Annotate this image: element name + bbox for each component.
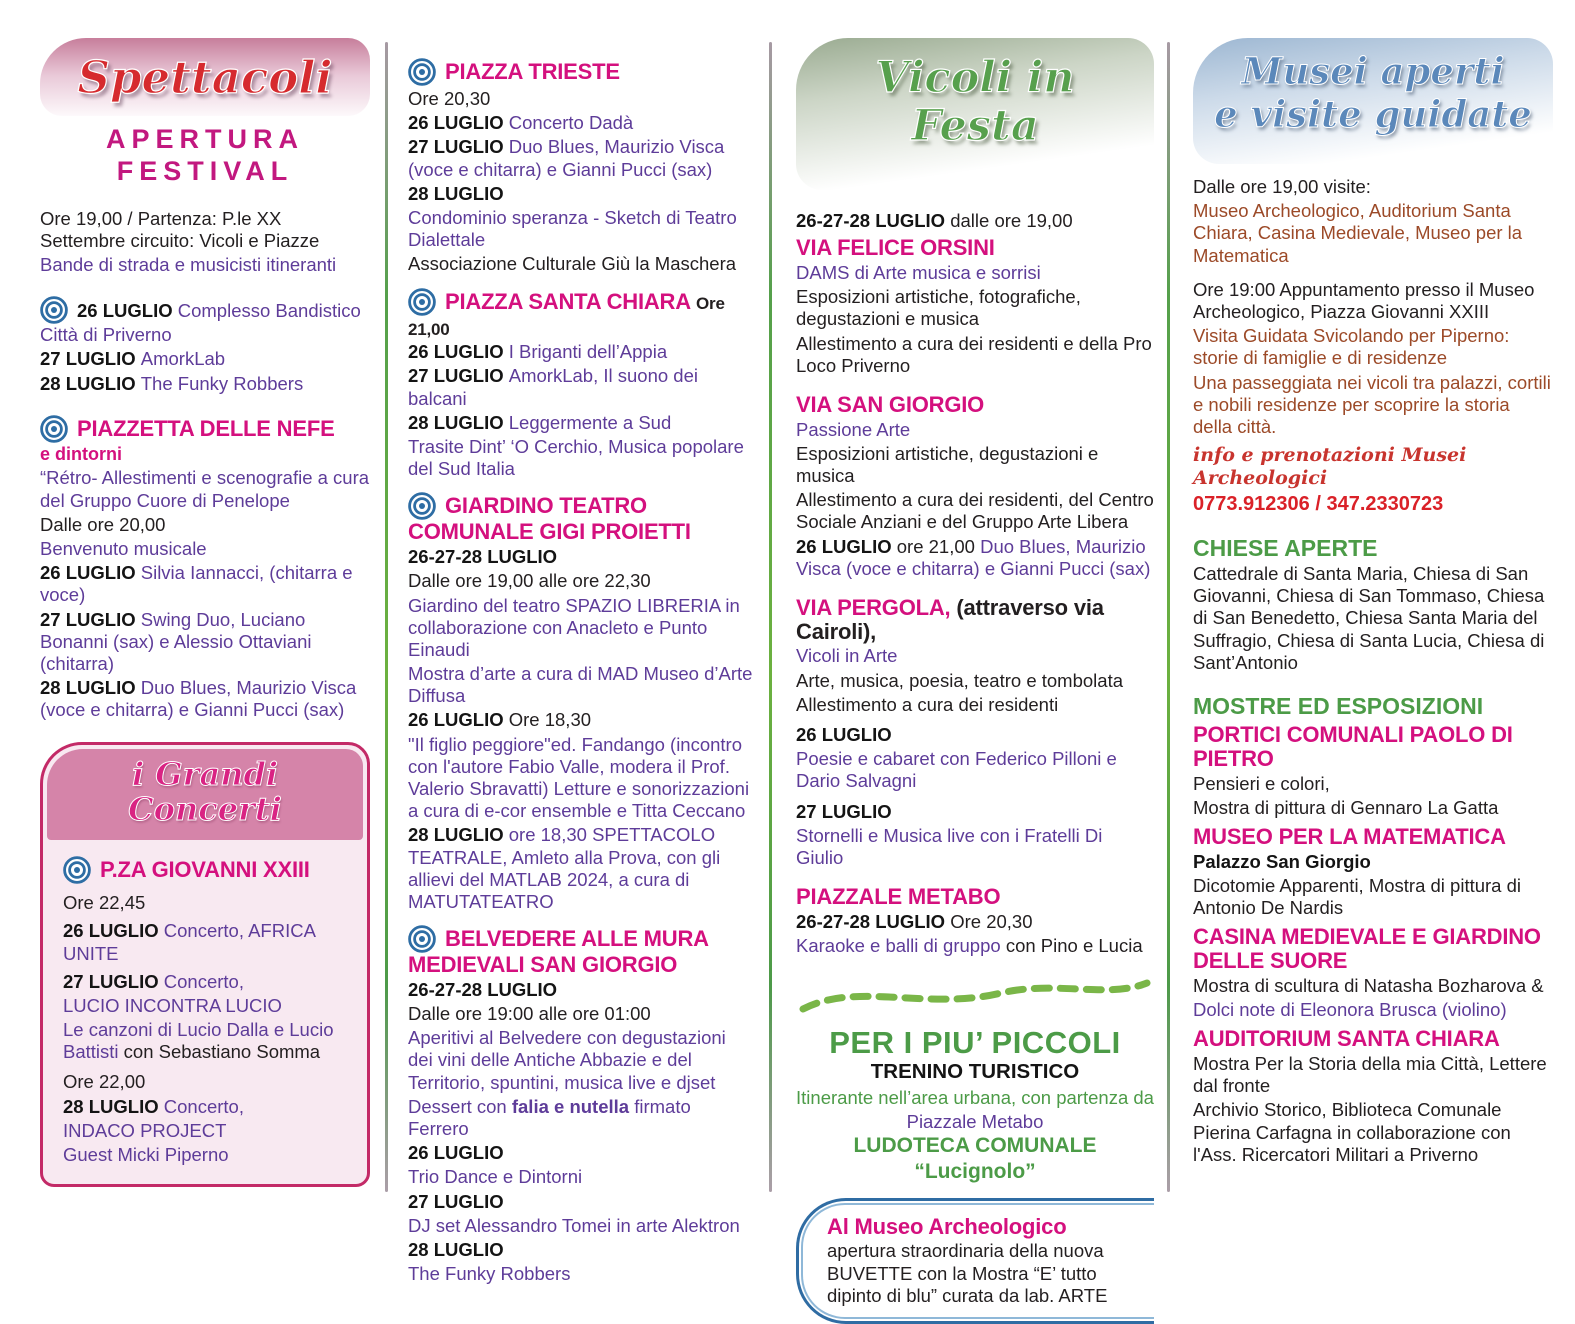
text-seg: falia e nutella	[511, 1095, 630, 1117]
text-line	[408, 365, 755, 409]
text-seg: con Sebastiano Somma	[123, 1041, 321, 1063]
text-seg: Trasite Dint’ ‘O Cerchio, Musica popolare del Sud Italia	[408, 436, 744, 480]
text-line	[796, 694, 1154, 716]
text-seg: 28 LUGLIO	[63, 1095, 164, 1117]
text-seg: APERTURA	[105, 124, 304, 154]
text-line	[40, 609, 370, 676]
text-seg: (attraverso via Cairoli),	[796, 594, 1104, 644]
text-line	[408, 253, 755, 275]
text-seg: Al Museo Archeologico	[827, 1213, 1067, 1239]
text-seg: Dolci note di Eleonora Brusca (violino)	[1193, 999, 1507, 1021]
text-seg: Complesso Bandistico Città di Priverno	[40, 300, 361, 346]
text-line	[63, 995, 353, 1017]
text-line	[408, 1215, 755, 1237]
text-line	[1193, 325, 1553, 369]
text-seg: Visita Guidata Svicolando per Piperno: storie di famiglie e di residenze	[1193, 325, 1510, 369]
text-seg: Duo Blues, Maurizio Visca (voce e chitarra) e Gianni Pucci (sax)	[796, 535, 1151, 579]
text-seg: Aperitivi al Belvedere con degustazioni dei vini delle Antiche Abbazie e del Territorio, spuntini, musica live e djset	[408, 1027, 726, 1093]
text-line	[796, 801, 1154, 823]
text-line	[796, 489, 1154, 533]
apertura-festival-title	[40, 156, 370, 188]
section-title-museo-matematica	[1193, 825, 1553, 849]
text-seg: Concerto, AFRICA UNITE	[63, 920, 315, 964]
text-seg: Duo Blues, Maurizio Visca (voce e chitarra) e Gianni Pucci (sax)	[408, 136, 725, 180]
text-seg: con Pino e Lucia	[1005, 935, 1143, 957]
grandi-concerti-box	[40, 742, 370, 1188]
text-line	[796, 443, 1154, 487]
text-line	[408, 1191, 755, 1213]
vicoli-banner-line2: Festa	[911, 101, 1039, 152]
text-line	[63, 971, 353, 993]
text-line	[40, 514, 370, 536]
text-seg: I Briganti dell’Appia	[508, 341, 668, 363]
text-seg: Ore 22,00	[63, 1071, 146, 1093]
text-line	[63, 920, 353, 964]
text-seg: AmorkLab	[140, 348, 226, 370]
text-line	[40, 296, 370, 346]
museo-archeologico-box	[796, 1198, 1154, 1324]
text-seg: Dalle ore 20,00	[40, 513, 166, 535]
target-icon	[40, 296, 68, 324]
piazze-content	[408, 58, 755, 1285]
text-seg: Karaoke e balli di gruppo	[796, 935, 1006, 957]
text-seg: Ore 20,30	[408, 88, 491, 109]
column-divider	[385, 42, 388, 1192]
target-icon	[408, 925, 436, 953]
apertura-festival-title	[40, 124, 370, 156]
text-seg: Dalle ore 19,00 alle ore 22,30	[408, 570, 651, 592]
text-seg: Ore 22,45	[63, 892, 146, 914]
text-seg: 26 LUGLIO	[408, 709, 509, 731]
text-seg: Giardino del teatro SPAZIO LIBRERIA in collaborazione con Anacleto e Punto Einaudi	[408, 594, 740, 660]
section-title-via-pergola	[796, 596, 1154, 644]
column-vicoli-in-festa	[796, 38, 1154, 1324]
text-line	[1193, 875, 1553, 919]
text-line	[408, 1003, 755, 1025]
text-seg: Associazione Culturale Giù la Maschera	[408, 253, 737, 275]
text-line	[408, 112, 755, 134]
text-seg: PORTICI COMUNALI PAOLO DI PIETRO	[1193, 722, 1513, 771]
text-line	[408, 663, 755, 707]
text-seg: VIA FELICE ORSINI	[796, 235, 995, 261]
text-line	[40, 373, 370, 395]
text-line	[63, 1096, 353, 1118]
text-line	[1193, 1099, 1553, 1166]
text-seg: 28 LUGLIO	[40, 372, 141, 394]
text-seg: dalle ore 19,00	[950, 210, 1073, 231]
text-line	[796, 333, 1154, 377]
musei-banner-line1: Musei aperti	[1241, 49, 1505, 93]
section-title-piazza-trieste	[408, 58, 755, 86]
text-line	[1193, 975, 1553, 997]
text-seg: Stornelli e Musica live con i Fratelli Di Giulio	[796, 824, 1103, 868]
text-seg: 26 LUGLIO	[40, 562, 141, 584]
musei-content	[1193, 176, 1553, 1166]
text-seg: VIA SAN GIORGIO	[796, 391, 985, 417]
text-line	[796, 1111, 1154, 1133]
text-line	[408, 436, 755, 480]
text-seg: Guest Micki Piperno	[63, 1144, 229, 1166]
section-title-via-felice-orsini	[796, 236, 1154, 260]
text-seg: Una passeggiata nei vicoli tra palazzi, cortili e nobili residenze per scoprire la storia della città.	[1193, 371, 1551, 437]
text-seg: CASINA MEDIEVALE E GIARDINO DELLE SUORE	[1193, 924, 1541, 974]
text-seg: Poesie e cabaret con Federico Pilloni e Dario Salvagni	[796, 748, 1117, 792]
text-seg: 26 LUGLIO	[796, 535, 897, 557]
text-seg: Mostra Per la Storia della mia Città, Lettere dal fronte	[1193, 1053, 1547, 1097]
target-icon	[408, 492, 436, 520]
text-seg: 26-27-28 LUGLIO	[408, 546, 558, 568]
text-seg: AmorkLab, Il suono dei balcani	[408, 365, 698, 409]
text-seg: 26 LUGLIO	[77, 300, 178, 322]
text-line	[796, 536, 1154, 580]
text-line	[408, 1027, 755, 1094]
text-line	[1193, 279, 1553, 323]
section-title-piazzetta-delle-nefe	[40, 415, 370, 443]
text-line	[1193, 176, 1553, 198]
section-title-chiese-aperte	[1193, 536, 1553, 561]
per-i-piu-piccoli-title	[796, 1026, 1154, 1060]
section-title-belvedere	[408, 925, 755, 977]
text-seg: Ore 19:00 Appuntamento presso il Museo Archeologico, Piazza Giovanni XXIII	[1193, 278, 1535, 322]
target-icon	[408, 58, 436, 86]
section-title-pza-giovanni-xxiii	[63, 856, 353, 884]
text-line	[408, 1239, 755, 1261]
text-seg: 27 LUGLIO	[63, 970, 164, 992]
text-seg: Dalle ore 19:00 alle ore 01:00	[408, 1003, 651, 1025]
section-title-via-san-giorgio	[796, 393, 1154, 417]
text-seg: "Il figlio peggiore"ed. Fandango (incontro con l'autore Fabio Valle, modera il Prof. Valerio Sbravatti) Letture e sonorizzazioni a cura di e-cor ensemble e Titta Ceccano	[408, 733, 750, 822]
text-seg: 28 LUGLIO	[408, 1238, 504, 1260]
text-seg: 26-27-28 LUGLIO	[796, 910, 951, 932]
al-museo-archeologico-title	[827, 1215, 1150, 1239]
text-line	[1193, 200, 1553, 267]
text-seg: Mostra di scultura di Natasha Bozharova &	[1193, 974, 1544, 996]
text-seg: 27 LUGLIO	[408, 136, 509, 158]
text-line	[1193, 1053, 1553, 1097]
text-seg: Allestimento a cura dei residenti	[796, 693, 1059, 715]
text-line	[796, 1060, 1154, 1085]
text-line	[63, 892, 353, 914]
spettacoli-content	[40, 124, 370, 1187]
text-seg: The Funky Robbers	[408, 1263, 571, 1285]
vicoli-content	[796, 210, 1154, 1324]
text-line	[827, 1240, 1150, 1307]
text-seg: 28 LUGLIO	[40, 677, 141, 699]
section-title-casina-medievale	[1193, 925, 1553, 973]
text-seg: FESTIVAL	[116, 155, 294, 186]
section-title-piazzale-metabo	[796, 885, 1154, 909]
text-line	[408, 207, 755, 251]
text-seg: Dessert con	[408, 1095, 512, 1117]
text-seg: 26 LUGLIO	[408, 112, 509, 134]
text-seg: 26 LUGLIO	[63, 920, 164, 942]
target-icon	[408, 288, 436, 316]
text-seg: 26 LUGLIO	[408, 341, 509, 363]
text-seg: Le canzoni di Lucio Dalla e Lucio Battisti	[63, 1019, 334, 1063]
text-seg: Leggermente a Sud	[508, 411, 672, 433]
text-seg: PIAZZALE METABO	[796, 884, 1001, 910]
section-title-giardino-teatro	[408, 492, 755, 544]
text-line	[40, 348, 370, 370]
text-line	[408, 570, 755, 592]
text-seg: Esposizioni artistiche, fotografiche, degustazioni e musica	[796, 286, 1081, 330]
text-seg: Dalle ore 19,00 visite:	[1193, 176, 1371, 197]
text-line	[1193, 999, 1553, 1021]
column-divider	[769, 42, 772, 1192]
text-line	[408, 341, 755, 363]
phone-numbers	[1193, 492, 1553, 516]
text-line	[796, 419, 1154, 441]
text-line	[408, 595, 755, 662]
text-line	[796, 645, 1154, 667]
text-seg: Vicoli in Arte	[796, 645, 898, 667]
text-seg: 28 LUGLIO	[408, 411, 509, 433]
text-seg: VIA PERGOLA,	[796, 594, 957, 620]
text-seg: 27 LUGLIO	[40, 608, 141, 630]
text-line	[796, 911, 1154, 933]
column-spettacoli	[40, 38, 370, 1187]
text-line	[40, 467, 370, 511]
text-line	[63, 1120, 353, 1142]
text-seg: apertura straordinaria della nuova BUVETTE con la Mostra “E’ tutto dipinto di blu” curata da lab. ARTE	[827, 1240, 1108, 1306]
text-seg: Esposizioni artistiche, degustazioni e musica	[796, 442, 1099, 486]
text-seg: Mostra d’arte a cura di MAD Museo d’Arte Diffusa	[408, 663, 753, 707]
text-line	[796, 825, 1154, 869]
text-seg: e dintorni	[40, 443, 122, 464]
text-seg: Mostra di pittura di Gennaro La Gatta	[1193, 796, 1499, 818]
text-line	[796, 935, 1154, 957]
text-seg: 0773.912306 / 347.2330723	[1193, 492, 1444, 515]
text-seg: INDACO PROJECT	[63, 1119, 227, 1141]
target-icon	[63, 856, 91, 884]
text-line	[40, 254, 370, 276]
text-seg: Concerto Dadà	[508, 112, 634, 134]
text-seg: Piazzale Metabo	[906, 1111, 1044, 1133]
text-seg: 27 LUGLIO	[408, 1190, 504, 1212]
text-line	[408, 546, 755, 568]
target-icon	[40, 415, 68, 443]
text-seg: ore 18,30 SPETTACOLO TEATRALE, Amleto alla Prova, con gli allievi del MATLAB 2024, a cura di MATUTATEATRO	[408, 824, 721, 912]
text-seg: 28 LUGLIO	[408, 182, 504, 204]
text-line	[408, 979, 755, 1001]
grandi-concerti-title: i Grandi	[131, 754, 278, 793]
text-line	[408, 1166, 755, 1188]
text-line	[40, 538, 370, 560]
text-seg: DJ set Alessandro Tomei in arte Alektron	[408, 1214, 740, 1236]
text-line	[40, 562, 370, 606]
text-line	[63, 1071, 353, 1093]
text-line	[408, 709, 755, 731]
text-seg: Duo Blues, Maurizio Visca (voce e chitarra) e Gianni Pucci (sax)	[40, 677, 357, 721]
text-seg: CHIESE APERTE	[1193, 534, 1378, 561]
text-line	[63, 1144, 353, 1166]
spettacoli-banner	[40, 38, 370, 116]
text-seg: Allestimento a cura dei residenti, del Centro Sociale Anziani e del Gruppo Arte Libera	[796, 489, 1154, 533]
text-line	[40, 677, 370, 721]
text-seg: Allestimento a cura dei residenti e della Pro Loco Priverno	[796, 332, 1152, 376]
text-seg: LUCIO INCONTRA LUCIO	[63, 994, 282, 1016]
text-seg: PER I PIU’ PICCOLI	[829, 1025, 1121, 1061]
column-divider	[1167, 42, 1170, 1192]
text-line	[40, 208, 370, 252]
grandi-concerti-banner	[47, 749, 363, 841]
text-seg: firmato Ferrero	[408, 1095, 691, 1139]
text-line	[1193, 797, 1553, 819]
text-seg: PIAZZETTA DELLE NEFE	[77, 415, 335, 441]
text-seg: 27 LUGLIO	[796, 800, 892, 822]
text-seg: PIAZZA TRIESTE	[445, 59, 620, 84]
text-seg: Ore 18,30	[508, 709, 592, 731]
text-seg: P.ZA GIOVANNI XXIII	[100, 857, 310, 883]
text-seg: MUSEO PER LA MATEMATICA	[1193, 824, 1506, 850]
grandi-concerti-body	[47, 840, 363, 1180]
grandi-concerti-title: Concerti	[128, 790, 282, 829]
text-line	[408, 1142, 755, 1164]
text-seg: Concerto,	[163, 970, 244, 992]
spettacoli-banner-title: Spettacoli	[77, 50, 333, 104]
text-line	[796, 748, 1154, 792]
text-line	[1193, 563, 1553, 674]
text-seg: Trio Dance e Dintorni	[408, 1166, 583, 1188]
text-seg: PIAZZA SANTA CHIARA	[445, 288, 697, 314]
column-piazze	[408, 38, 755, 1285]
text-seg: AUDITORIUM SANTA CHIARA	[1193, 1026, 1500, 1052]
text-seg: Benvenuto musicale	[40, 538, 207, 559]
text-seg: Ore 19,00 / Partenza: P.le XX Settembre circuito: Vicoli e Piazze	[40, 207, 320, 251]
text-seg: Bande di strada e musicisti itineranti	[40, 254, 337, 276]
text-seg: Archivio Storico, Biblioteca Comunale Pierina Carfagna in collaborazione con l'Ass. Ricercatori Militari a Priverno	[1193, 1099, 1511, 1165]
section-title-auditorium-santa-chiara	[1193, 1027, 1553, 1051]
text-seg: TRENINO TURISTICO	[870, 1060, 1080, 1084]
text-line	[796, 262, 1154, 284]
musei-banner-line2: e visite guidate	[1214, 91, 1532, 136]
text-seg: Cattedrale di Santa Maria, Chiesa di San Giovanni, Chiesa di San Tommaso, Chiesa di San Benedetto, Chiesa Santa Maria del Suffragio, Chiesa di Santa Lucia, Chiesa di Sant’Antonio	[1193, 562, 1545, 673]
text-seg: Arte, musica, poesia, teatro e tombolata	[796, 669, 1124, 691]
text-seg: Itinerante nell’area urbana, con partenza da	[796, 1086, 1154, 1108]
text-seg: The Funky Robbers	[140, 372, 304, 394]
vicoli-in-festa-banner	[796, 38, 1154, 190]
text-seg: “Rétro- Allestimenti e scenografie a cura del Gruppo Cuore di Penelope	[40, 467, 370, 511]
text-seg: BELVEDERE ALLE MURA MEDIEVALI SAN GIORGIO	[408, 926, 709, 978]
text-line	[796, 724, 1154, 746]
text-line	[796, 1133, 1154, 1183]
musei-banner	[1193, 38, 1553, 164]
text-line	[796, 286, 1154, 330]
text-seg: Swing Duo, Luciano Bonanni (sax) e Alessio Ottaviani (chitarra)	[40, 608, 312, 674]
text-seg: Dicotomie Apparenti, Mostra di pittura di Antonio De Nardis	[1193, 875, 1522, 919]
text-line	[796, 1087, 1154, 1109]
text-seg: GIARDINO TEATRO COMUNALE GIGI PROIETTI	[408, 493, 691, 545]
text-seg: Museo Archeologico, Auditorium Santa Chiara, Casina Medievale, Museo per la Matematica	[1193, 200, 1523, 266]
text-seg: Ore 20,30	[950, 910, 1033, 932]
text-seg: Palazzo San Giorgio	[1193, 850, 1371, 872]
text-seg: 26 LUGLIO	[408, 1142, 504, 1164]
section-title-mostre-ed-esposizioni	[1193, 694, 1553, 719]
text-line	[408, 412, 755, 434]
text-seg: LUDOTECA COMUNALE “Lucignolo”	[853, 1134, 1097, 1183]
text-line	[408, 88, 755, 110]
text-seg: DAMS di Arte musica e sorrisi	[796, 261, 1041, 283]
text-line	[1193, 851, 1553, 873]
text-seg: Pensieri e colori,	[1193, 772, 1330, 794]
text-line	[40, 444, 370, 466]
info-prenotazioni	[1193, 444, 1553, 490]
text-seg: 26-27-28 LUGLIO	[408, 978, 558, 1000]
text-seg: 28 LUGLIO	[408, 824, 509, 846]
text-seg: info e prenotazioni Musei Archeologici	[1193, 444, 1467, 489]
text-seg: Condominio speranza - Sketch di Teatro Dialettale	[408, 206, 737, 251]
text-seg: ore 21,00	[896, 535, 981, 557]
text-line	[1193, 773, 1553, 795]
column-musei	[1193, 38, 1553, 1166]
text-seg: 26 LUGLIO	[796, 724, 892, 745]
text-line	[796, 670, 1154, 692]
text-line	[408, 1096, 755, 1140]
text-seg: 27 LUGLIO	[408, 365, 509, 387]
section-title-portici-comunali	[1193, 723, 1553, 771]
text-line	[408, 1263, 755, 1285]
text-line	[408, 136, 755, 180]
vicoli-banner-line1: Vicoli in	[875, 53, 1075, 103]
text-seg: 26-27-28 LUGLIO	[796, 210, 951, 231]
text-line	[1193, 372, 1553, 439]
text-line	[796, 210, 1154, 232]
text-seg: Silvia Iannacci, (chitarra e voce)	[40, 562, 353, 606]
text-seg: MOSTRE ED ESPOSIZIONI	[1193, 692, 1484, 719]
text-line	[408, 734, 755, 823]
text-seg: 27 LUGLIO	[40, 348, 141, 370]
text-seg: Passione Arte	[796, 418, 911, 440]
section-title-piazza-santa-chiara	[408, 288, 755, 340]
text-seg: Concerto,	[163, 1095, 244, 1117]
text-seg: Ore 21,00	[408, 293, 725, 339]
dashed-wave-divider	[796, 973, 1154, 1020]
text-line	[63, 1019, 353, 1063]
text-line	[408, 824, 755, 913]
text-line	[408, 183, 755, 205]
